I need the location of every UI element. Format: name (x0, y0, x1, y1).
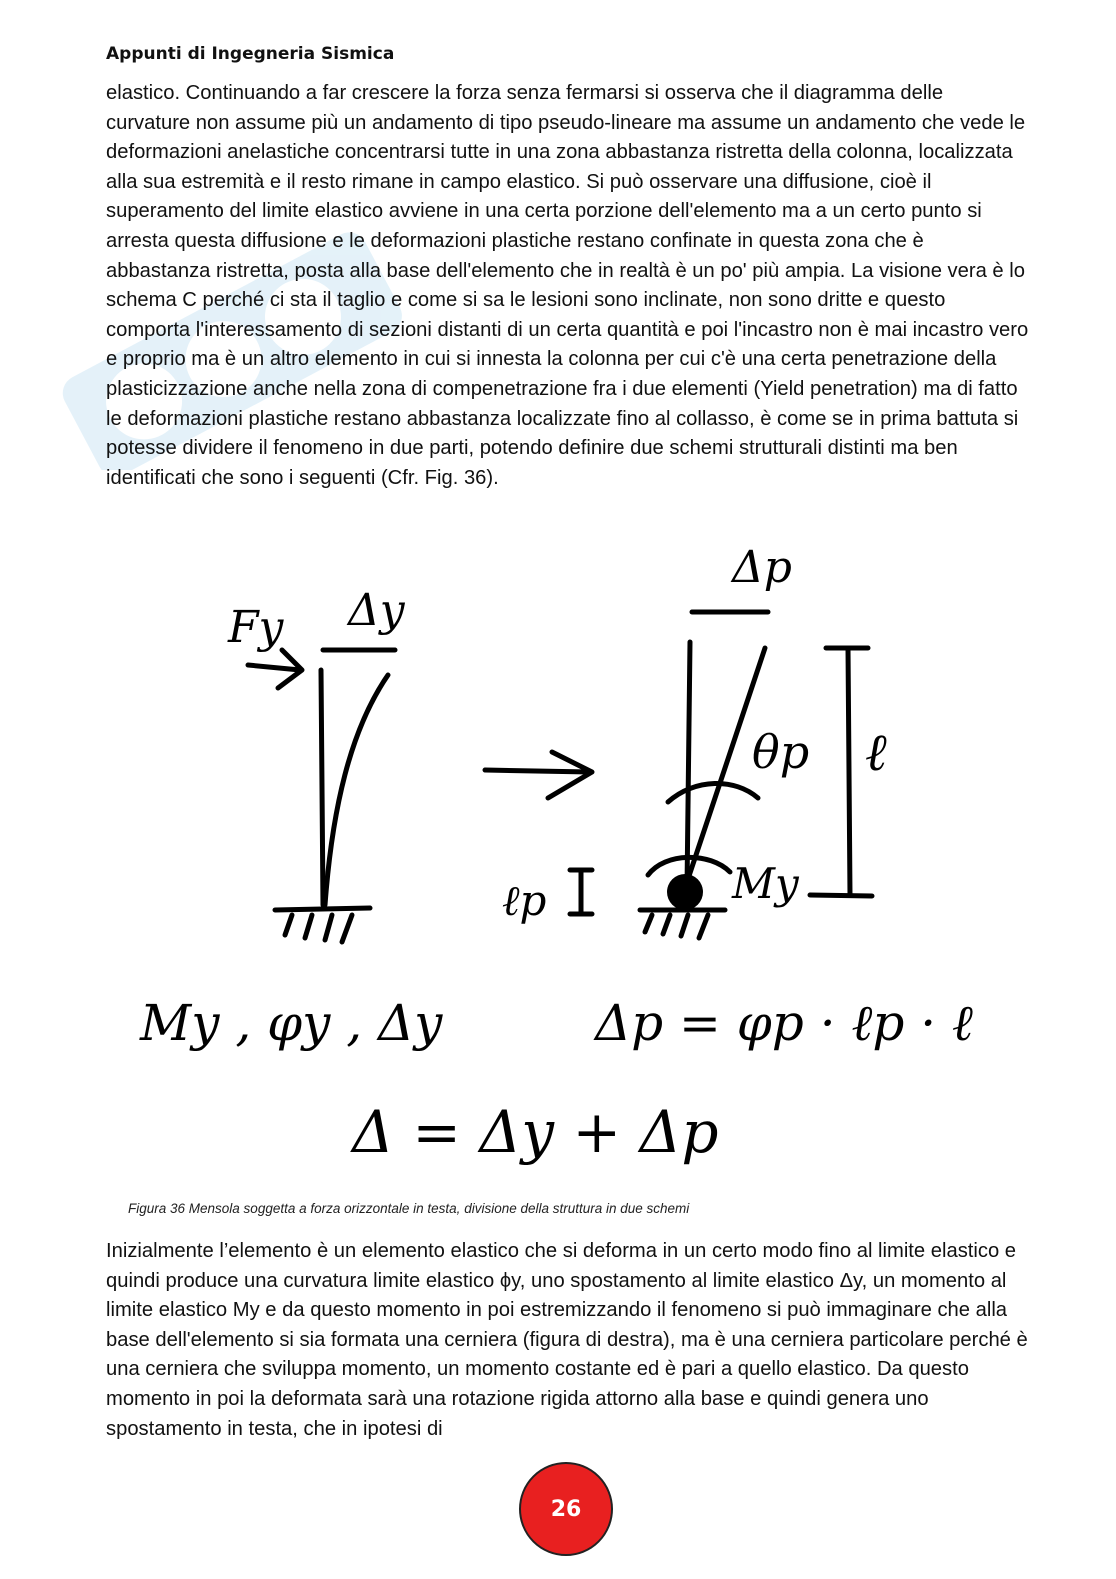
length-tick-bottom (810, 895, 872, 896)
left-ground-line (275, 908, 370, 910)
formula-total: Δ = Δy + Δp (352, 1098, 719, 1166)
right-column (687, 642, 690, 888)
formula-left: My , φy , Δy (140, 994, 443, 1052)
right-ground-hatch (645, 915, 708, 938)
force-arrow-shaft (248, 665, 300, 670)
body-paragraph-2: Inizialmente l’elemento è un elemento elastico che si deforma in un certo modo fino al limite elastico e quindi produce una curvatura limite elastico ϕy, uno spostamento al limite elastico Δy, un momento al limite elastico My e da questo momento in poi estremizzando il fenomeno si può immaginare che alla base dell'elemento si sia formata una cerniera (figura di destra), ma è una cerniera particolare perché è una cerniera che sviluppa momento, un momento costante ed è pari a quello elastico. Da questo momento in poi la deformata sarà una rotazione rigida attorno alla base e quindi genera uno spostamento in testa, che in ipotesi di (106, 1240, 1028, 1440)
plastic-hinge (667, 874, 703, 910)
figure-36-sketch (120, 530, 980, 1190)
transition-arrow-head (548, 752, 592, 798)
label-delta-p: Δp (732, 542, 792, 593)
label-theta-p: θp (752, 725, 810, 779)
left-deformed-shape (325, 675, 388, 905)
label-plastic-length: ℓp (502, 876, 547, 925)
body-paragraph-1: elastico. Continuando a far crescere la forza senza fermarsi si osserva che il diagramma delle curvature non assume più un andamento di tipo pseudo-lineare ma assume un andamento che vede le deformazioni anelastiche concentrarsi tutte in una zona abbastanza ristretta della colonna, localizzata alla sua estremità e il resto rimane in campo elastico. Si può osservare una diffusione, cioè il superamento del limite elastico avviene in una certa porzione dell'elemento ma a un certo punto si arresta questa diffusione e le deformazioni plastiche restano confinate in questa zona che è abbastanza ristretta, posta alla base dell'elemento che in realtà è un po' più ampia. La visione vera è lo schema C perché ci sta il taglio e come si sa le lesioni sono inclinate, non sono dritte e questo comporta l'interessamento di sezioni distanti di un certa quantità e poi l'incastro non è mai incastro vero e proprio ma è un altro elemento in cui si innesta la colonna per cui c'è una certa penetrazione della plasticizzazione anche nella zona di compenetrazione fra i due elementi (Yield penetration) ma di fatto le deformazioni plastiche restano abbastanza localizzate fino al collasso, è come se in prima battuta si potesse dividere il fenomeno in due parti, potendo definire due schemi strutturali distinti ma ben identificati che sono i seguenti (Cfr. Fig. 36). (106, 82, 1029, 489)
label-force: Fy (228, 602, 284, 653)
page-header: Appunti di Ingegneria Sismica (106, 44, 395, 64)
page-number: 26 (550, 1496, 582, 1522)
label-moment-hinge: My (732, 859, 799, 908)
label-delta-y: Δy (348, 585, 405, 636)
figure-36 (120, 530, 980, 1190)
inertia-symbol (570, 870, 592, 914)
label-length: ℓ (865, 723, 887, 783)
left-ground-hatch (285, 915, 352, 942)
formula-right: Δp = φp · ℓp · ℓ (595, 994, 973, 1052)
length-dimension-line (848, 648, 850, 895)
transition-arrow-shaft (485, 770, 590, 772)
left-column (321, 670, 323, 905)
page-number-badge (519, 1462, 613, 1556)
left-cantilever (248, 650, 395, 942)
figure-caption: Figura 36 Mensola soggetta a forza orizzontale in testa, divisione della struttura in due schemi (128, 1201, 690, 1216)
